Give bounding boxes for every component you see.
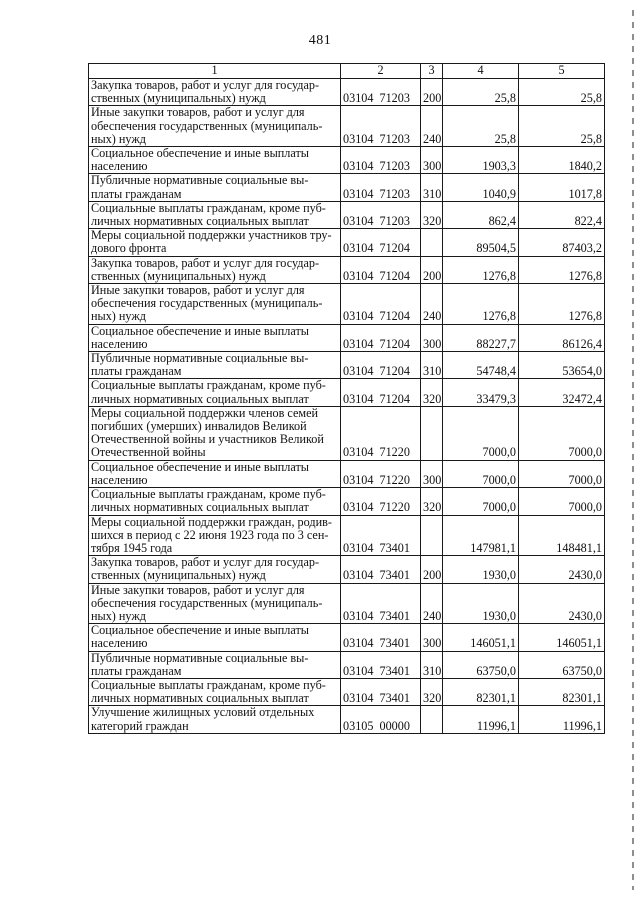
- row-name-line: Отечественной войны и участников Великой: [91, 432, 324, 447]
- table-row: [89, 706, 605, 733]
- row-name-cell: [89, 624, 341, 651]
- row-name-cell: [89, 284, 341, 325]
- row-code-cell: [341, 706, 421, 733]
- row-code-item: 73401: [379, 663, 410, 678]
- scan-page-edge: [632, 10, 634, 890]
- row-amount-col5: 7000,0: [519, 488, 605, 515]
- row-amount-col5: 7000,0: [519, 460, 605, 487]
- row-expense-type-cell: [421, 515, 443, 556]
- table-row: [89, 678, 605, 705]
- row-amount-col5: 11996,1: [519, 706, 605, 733]
- budget-table: [88, 63, 605, 734]
- row-name-line: Закупка товаров, работ и услуг для государ-: [91, 256, 320, 270]
- header-col-4: 4: [443, 64, 519, 79]
- header-col-2: 2: [341, 64, 421, 79]
- row-amount-col5: 87403,2: [519, 229, 605, 256]
- table-row: [89, 106, 605, 147]
- row-name-line: ственных (муниципальных) нужд: [91, 268, 266, 283]
- row-amount-col5: 25,8: [519, 79, 605, 106]
- row-name-line: населению: [91, 472, 148, 487]
- row-code-item: 71204: [379, 268, 410, 283]
- row-name-line: ственных (муниципальных) нужд: [91, 568, 266, 583]
- row-amount-col5: 1276,8: [519, 256, 605, 283]
- row-name-line: личных нормативных социальных выплат: [91, 214, 309, 229]
- row-code-cell: [341, 284, 421, 325]
- row-amount-col4: 25,8: [443, 106, 519, 147]
- row-name-cell: [89, 515, 341, 556]
- row-name-line: населению: [91, 636, 148, 651]
- row-amount-col4: 1276,8: [443, 284, 519, 325]
- row-name-line: Отечественной войны: [91, 445, 206, 460]
- row-name-cell: [89, 460, 341, 487]
- table-row: [89, 174, 605, 201]
- row-code-section: 03104: [343, 500, 374, 515]
- table-row: [89, 651, 605, 678]
- row-name-line: тября 1945 года: [91, 540, 173, 555]
- row-code-section: 03104: [343, 214, 374, 229]
- row-name-line: обеспечения государственных (муниципаль-: [91, 595, 323, 610]
- row-amount-col4: 1930,0: [443, 556, 519, 583]
- table-row: [89, 624, 605, 651]
- row-code-cell: [341, 678, 421, 705]
- table-row: [89, 583, 605, 624]
- row-code-section: 03104: [343, 241, 374, 256]
- row-amount-col5: 1840,2: [519, 147, 605, 174]
- row-code-cell: [341, 460, 421, 487]
- row-expense-type-cell: 300: [421, 324, 443, 351]
- row-code-cell: [341, 379, 421, 406]
- row-name-line: населению: [91, 336, 148, 351]
- row-name-cell: [89, 352, 341, 379]
- row-amount-col4: 146051,1: [443, 624, 519, 651]
- row-amount-col5: 1276,8: [519, 284, 605, 325]
- row-amount-col4: 862,4: [443, 201, 519, 228]
- row-name-line: платы гражданам: [91, 364, 182, 379]
- row-name-line: Социальное обеспечение и иные выплаты: [91, 623, 309, 638]
- row-code-item: 71220: [379, 500, 410, 515]
- table-row: [89, 229, 605, 256]
- row-name-line: обеспечения государственных (муниципаль-: [91, 118, 323, 133]
- row-expense-type-cell: [421, 406, 443, 460]
- row-code-cell: [341, 174, 421, 201]
- row-name-cell: [89, 229, 341, 256]
- row-name-line: Социальное обеспечение и иные выплаты: [91, 460, 309, 474]
- row-name-line: Публичные нормативные социальные вы-: [91, 351, 309, 366]
- row-name-line: личных нормативных социальных выплат: [91, 391, 309, 406]
- row-expense-type-cell: 310: [421, 651, 443, 678]
- row-name-line: платы гражданам: [91, 663, 182, 678]
- row-code-item: 71204: [379, 309, 410, 324]
- row-code-section: 03104: [343, 663, 374, 678]
- row-name-line: ных) нужд: [91, 608, 146, 623]
- row-expense-type-cell: [421, 229, 443, 256]
- row-code-cell: [341, 229, 421, 256]
- row-name-line: платы гражданам: [91, 186, 182, 201]
- table-row: [89, 488, 605, 515]
- row-expense-type-cell: 200: [421, 79, 443, 106]
- row-amount-col5: 32472,4: [519, 379, 605, 406]
- row-name-cell: [89, 678, 341, 705]
- row-code-section: 03104: [343, 364, 374, 379]
- row-amount-col5: 2430,0: [519, 556, 605, 583]
- row-code-item: 73401: [379, 540, 410, 555]
- row-name-line: обеспечения государственных (муниципаль-: [91, 296, 323, 311]
- row-code-item: 71204: [379, 364, 410, 379]
- row-amount-col4: 1930,0: [443, 583, 519, 624]
- row-amount-col5: 2430,0: [519, 583, 605, 624]
- row-code-cell: [341, 79, 421, 106]
- row-name-line: дового фронта: [91, 241, 167, 256]
- row-name-line: погибших (умерших) инвалидов Великой: [91, 419, 307, 434]
- row-code-item: 71203: [379, 214, 410, 229]
- row-code-cell: [341, 583, 421, 624]
- row-amount-col5: 1017,8: [519, 174, 605, 201]
- row-code-item: 73401: [379, 608, 410, 623]
- row-name-line: Иные закупки товаров, работ и услуг для: [91, 583, 305, 597]
- row-code-section: 03104: [343, 336, 374, 351]
- table-row: [89, 284, 605, 325]
- table-row: [89, 379, 605, 406]
- row-amount-col5: 822,4: [519, 201, 605, 228]
- row-code-item: 71203: [379, 159, 410, 174]
- row-amount-col5: 53654,0: [519, 352, 605, 379]
- row-name-line: личных нормативных социальных выплат: [91, 500, 309, 515]
- row-name-line: ственных (муниципальных) нужд: [91, 91, 266, 106]
- row-name-line: Иные закупки товаров, работ и услуг для: [91, 105, 305, 120]
- row-code-section: 03104: [343, 445, 374, 460]
- row-amount-col4: 1040,9: [443, 174, 519, 201]
- row-code-item: 71204: [379, 391, 410, 406]
- row-name-line: ных) нужд: [91, 309, 146, 324]
- row-name-line: Меры социальной поддержки граждан, родив-: [91, 515, 332, 529]
- row-name-cell: [89, 201, 341, 228]
- row-amount-col5: 25,8: [519, 106, 605, 147]
- row-expense-type-cell: 310: [421, 352, 443, 379]
- row-name-line: населению: [91, 159, 148, 174]
- row-code-section: 03104: [343, 691, 374, 706]
- row-name-line: личных нормативных социальных выплат: [91, 691, 309, 706]
- row-code-item: 71203: [379, 91, 410, 106]
- row-code-section: 03104: [343, 159, 374, 174]
- row-expense-type-cell: 300: [421, 147, 443, 174]
- row-expense-type-cell: 310: [421, 174, 443, 201]
- row-expense-type-cell: 320: [421, 678, 443, 705]
- row-amount-col4: 1276,8: [443, 256, 519, 283]
- row-code-cell: [341, 352, 421, 379]
- row-expense-type-cell: [421, 706, 443, 733]
- row-name-line: Закупка товаров, работ и услуг для государ-: [91, 78, 320, 92]
- table-row: [89, 460, 605, 487]
- row-amount-col4: 33479,3: [443, 379, 519, 406]
- row-name-line: Иные закупки товаров, работ и услуг для: [91, 283, 305, 298]
- row-name-line: Публичные нормативные социальные вы-: [91, 651, 309, 665]
- row-amount-col4: 7000,0: [443, 460, 519, 487]
- row-code-item: 00000: [379, 718, 410, 733]
- row-name-line: Закупка товаров, работ и услуг для государ-: [91, 555, 320, 570]
- row-amount-col4: 11996,1: [443, 706, 519, 733]
- row-name-cell: [89, 406, 341, 460]
- row-amount-col4: 82301,1: [443, 678, 519, 705]
- row-name-cell: [89, 651, 341, 678]
- table-row: [89, 79, 605, 106]
- row-code-item: 71220: [379, 445, 410, 460]
- row-name-line: Улучшение жилищных условий отдельных: [91, 705, 315, 720]
- row-amount-col4: 7000,0: [443, 406, 519, 460]
- row-code-section: 03104: [343, 568, 374, 583]
- row-amount-col5: 7000,0: [519, 406, 605, 460]
- row-code-item: 71204: [379, 241, 410, 256]
- row-expense-type-cell: 200: [421, 256, 443, 283]
- row-code-cell: [341, 324, 421, 351]
- row-code-cell: [341, 515, 421, 556]
- row-amount-col4: 88227,7: [443, 324, 519, 351]
- row-code-cell: [341, 488, 421, 515]
- row-name-line: Социальные выплаты гражданам, кроме пуб-: [91, 487, 326, 502]
- table-row: [89, 406, 605, 460]
- row-amount-col4: 54748,4: [443, 352, 519, 379]
- row-code-item: 71203: [379, 131, 410, 146]
- row-amount-col4: 7000,0: [443, 488, 519, 515]
- row-code-cell: [341, 651, 421, 678]
- row-name-line: Публичные нормативные социальные вы-: [91, 173, 309, 188]
- row-expense-type-cell: 240: [421, 583, 443, 624]
- row-name-cell: [89, 583, 341, 624]
- row-code-section: 03104: [343, 391, 374, 406]
- row-code-item: 73401: [379, 568, 410, 583]
- row-name-line: ных) нужд: [91, 131, 146, 146]
- row-code-cell: [341, 147, 421, 174]
- row-code-section: 03104: [343, 540, 374, 555]
- row-code-cell: [341, 556, 421, 583]
- row-expense-type-cell: 300: [421, 460, 443, 487]
- table-header-row: [89, 64, 605, 79]
- row-code-section: 03105: [343, 718, 374, 733]
- row-name-cell: [89, 379, 341, 406]
- row-amount-col4: 1903,3: [443, 147, 519, 174]
- row-code-item: 71220: [379, 472, 410, 487]
- row-code-section: 03104: [343, 268, 374, 283]
- row-amount-col5: 148481,1: [519, 515, 605, 556]
- row-code-cell: [341, 256, 421, 283]
- row-name-line: Социальные выплаты гражданам, кроме пуб-: [91, 678, 326, 692]
- table-row: [89, 256, 605, 283]
- row-amount-col5: 63750,0: [519, 651, 605, 678]
- row-expense-type-cell: 240: [421, 106, 443, 147]
- row-expense-type-cell: 240: [421, 284, 443, 325]
- row-name-cell: [89, 706, 341, 733]
- header-col-5: 5: [519, 64, 605, 79]
- row-code-section: 03104: [343, 636, 374, 651]
- row-amount-col4: 89504,5: [443, 229, 519, 256]
- row-code-section: 03104: [343, 309, 374, 324]
- table-row: [89, 515, 605, 556]
- row-expense-type-cell: 320: [421, 379, 443, 406]
- table-row: [89, 147, 605, 174]
- row-name-line: категорий граждан: [91, 718, 189, 733]
- row-code-item: 73401: [379, 636, 410, 651]
- row-name-line: Социальные выплаты гражданам, кроме пуб-: [91, 378, 326, 393]
- row-code-cell: [341, 406, 421, 460]
- row-name-cell: [89, 488, 341, 515]
- row-name-cell: [89, 174, 341, 201]
- row-expense-type-cell: 200: [421, 556, 443, 583]
- row-name-line: Социальные выплаты гражданам, кроме пуб-: [91, 201, 326, 215]
- table-row: [89, 201, 605, 228]
- row-code-section: 03104: [343, 472, 374, 487]
- row-amount-col5: 82301,1: [519, 678, 605, 705]
- table-body: [89, 79, 605, 734]
- row-name-cell: [89, 106, 341, 147]
- row-expense-type-cell: 300: [421, 624, 443, 651]
- header-col-1: 1: [89, 64, 341, 79]
- row-name-cell: [89, 556, 341, 583]
- row-code-item: 73401: [379, 691, 410, 706]
- row-name-line: Социальное обеспечение и иные выплаты: [91, 324, 309, 338]
- row-code-section: 03104: [343, 91, 374, 106]
- row-amount-col5: 146051,1: [519, 624, 605, 651]
- row-expense-type-cell: 320: [421, 201, 443, 228]
- row-name-line: Социальное обеспечение и иные выплаты: [91, 146, 309, 161]
- row-amount-col4: 63750,0: [443, 651, 519, 678]
- row-name-cell: [89, 147, 341, 174]
- row-code-item: 71204: [379, 336, 410, 351]
- table-row: [89, 352, 605, 379]
- row-code-cell: [341, 201, 421, 228]
- row-code-cell: [341, 624, 421, 651]
- row-name-cell: [89, 256, 341, 283]
- row-name-line: Меры социальной поддержки участников тру-: [91, 228, 332, 243]
- row-name-line: Меры социальной поддержки членов семей: [91, 406, 319, 420]
- row-code-item: 71203: [379, 186, 410, 201]
- row-name-line: шихся в период с 22 июня 1923 года по 3 сен-: [91, 527, 329, 542]
- table-row: [89, 324, 605, 351]
- row-code-cell: [341, 106, 421, 147]
- row-code-section: 03104: [343, 608, 374, 623]
- header-col-3: 3: [421, 64, 443, 79]
- page-number: 481: [308, 33, 332, 48]
- table-row: [89, 556, 605, 583]
- row-amount-col4: 25,8: [443, 79, 519, 106]
- row-code-section: 03104: [343, 186, 374, 201]
- row-name-cell: [89, 79, 341, 106]
- row-amount-col4: 147981,1: [443, 515, 519, 556]
- row-name-cell: [89, 324, 341, 351]
- row-expense-type-cell: 320: [421, 488, 443, 515]
- row-code-section: 03104: [343, 131, 374, 146]
- row-amount-col5: 86126,4: [519, 324, 605, 351]
